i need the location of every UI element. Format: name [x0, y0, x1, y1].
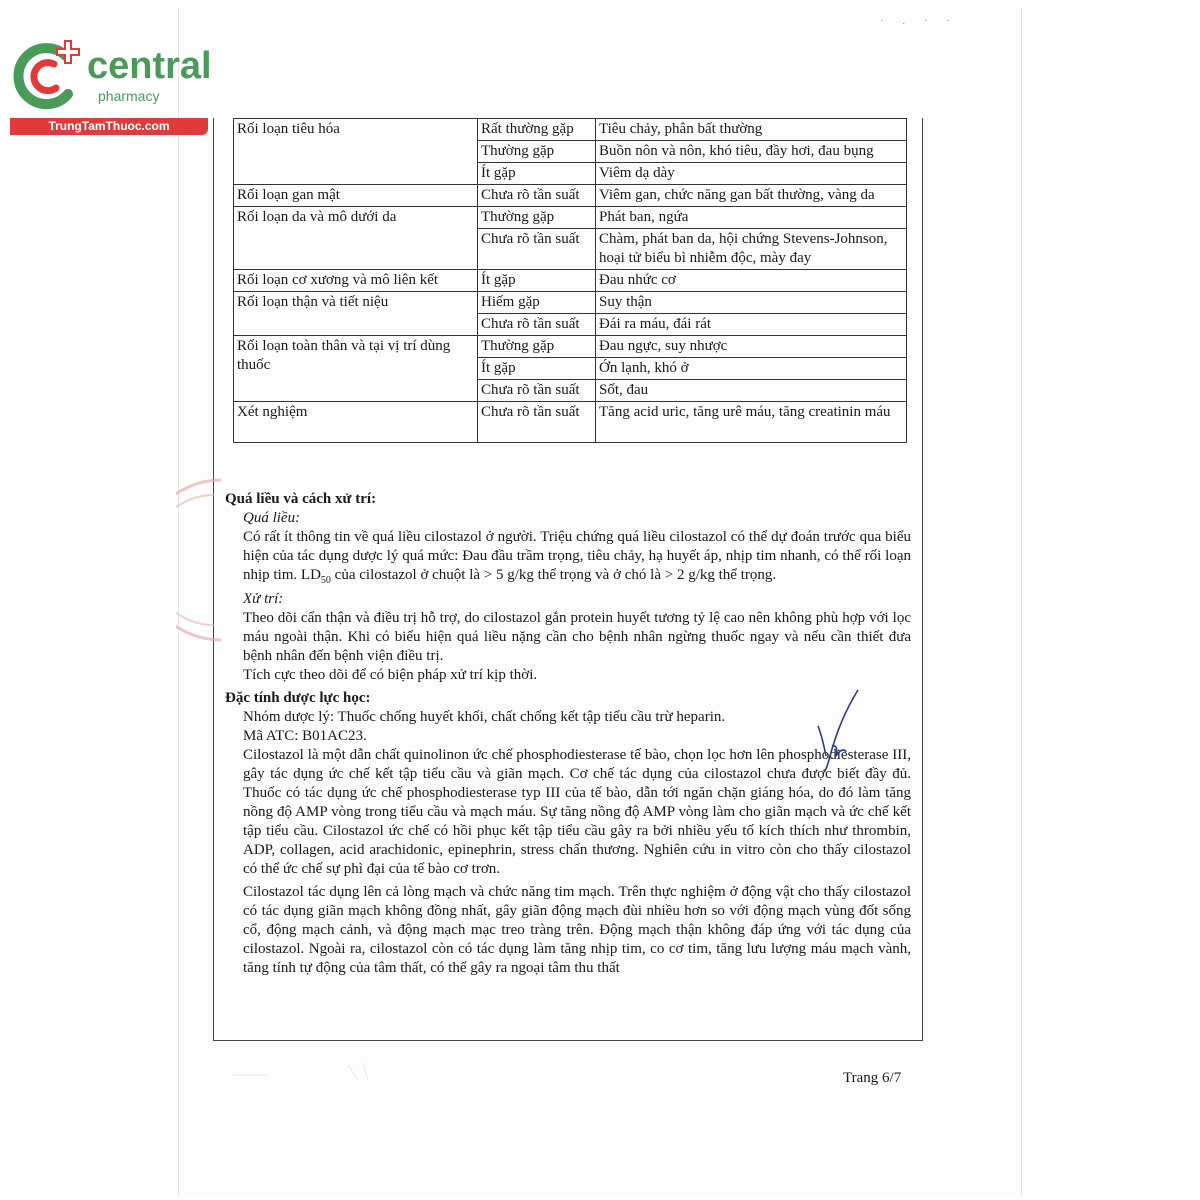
side-effects-table	[233, 118, 907, 443]
brand-subtitle: pharmacy	[98, 88, 160, 104]
treatment-followup: Tích cực theo dõi để có biện pháp xử trí kịp thời.	[243, 667, 538, 683]
table-row	[234, 185, 907, 207]
effect-cell: Tăng acid uric, tăng urê máu, tăng creatinin máu	[596, 402, 907, 443]
cardiovascular-paragraph: Cilostazol tác dụng lên cả lòng mạch và chức năng tim mạch. Trên thực nghiệm ở động vật cho thấy cilostazol có tác dụng giãn mạch không đồng nhất, gây giãn động mạch đùi nhiều hơn so với động mạch vùng đốt sống cổ, động mạch cảnh, và động mạch mạc treo tràng trên. Động mạch thận không đáp ứng với tác dụng của cilostazol. Ngoài ra, cilostazol còn có tác dụng làm tăng nhịp tim, co cơ tim, tăng lưu lượng máu mạch vành, tăng tính tự động của tâm thất, có thể gây ra ngoại tâm thu thất	[243, 884, 911, 976]
effect-cell: Sốt, đau	[596, 380, 907, 402]
mechanism-paragraph: Cilostazol là một dẫn chất quinolinon ức chế phosphodiesterase tế bào, chọn lọc hơn lên phosphodiesterase III, gây tác dụng ức chế kết tập tiểu cầu và giãn mạch. Cơ chế tác dụng của cilostazol chưa được biết đầy đủ. Thuốc có tác dụng ức chế phosphodiesterase typ III của tế bào, dẫn tới ngăn chặn giáng hóa, do đó làm tăng nồng độ AMP vòng trong tiểu cầu và mạch máu. Sự tăng nồng độ AMP vòng làm cho giãn mạch và ức chế kết tập tiểu cầu. Cilostazol ức chế có hồi phục kết tập tiểu cầu gây ra bởi nhiều yếu tố kích thích như thrombin, ADP, collagen, acid arachidonic, epinephrin, stress chấn thương. Nghiên cứu in vitro còn cho thấy cilostazol có thể ức chế sự phì đại của tế bào cơ trơn.	[243, 747, 911, 877]
page-number: Trang 6/7	[843, 1070, 902, 1086]
brand-name: central	[87, 45, 212, 87]
red-stamp-mark	[176, 470, 226, 650]
effect-cell: Suy thận	[596, 292, 907, 314]
effect-cell: Chàm, phát ban da, hội chứng Stevens-Johnson, hoại tử biểu bì nhiễm độc, mày đay	[596, 229, 907, 270]
frequency-cell: Rất thường gặp	[478, 119, 596, 141]
organ-cell: Rối loạn da và mô dưới da	[234, 207, 478, 270]
frequency-cell: Chưa rõ tần suất	[478, 314, 596, 336]
overdose-paragraph	[243, 528, 911, 590]
ld-subscript: 50	[320, 575, 331, 586]
frequency-cell: Hiếm gặp	[478, 292, 596, 314]
pharmacodynamics-heading: Đặc tính dược lực học:	[225, 690, 371, 706]
frequency-cell: Chưa rõ tần suất	[478, 229, 596, 270]
effect-cell: Viêm dạ dày	[596, 163, 907, 185]
organ-cell: Rối loạn toàn thân và tại vị trí dùng thuốc	[234, 336, 478, 402]
frequency-cell: Thường gặp	[478, 336, 596, 358]
organ-cell: Rối loạn tiêu hóa	[234, 119, 478, 185]
frequency-cell: Ít gặp	[478, 163, 596, 185]
effect-cell: Đau nhức cơ	[596, 270, 907, 292]
effect-cell: Đau ngực, suy nhược	[596, 336, 907, 358]
table-row	[234, 270, 907, 292]
atc-code: Mã ATC: B01AC23.	[243, 728, 367, 744]
frequency-cell: Thường gặp	[478, 207, 596, 229]
website-domain-link[interactable]: TrungTamThuoc.com	[10, 118, 208, 135]
organ-cell: Rối loạn thận và tiết niệu	[234, 292, 478, 336]
overdose-text-a: Có rất ít thông tin về quá liều cilostazol ở người. Triệu chứng quá liều cilostazol có thể dự đoán trước qua biểu hiện của tác dụng dược lý quá mức: Đau đầu trầm trọng, tiêu chảy, hạ huyết áp, nhịp tim nhanh, có thể rối loạn nhịp tim. LD	[243, 529, 911, 583]
treatment-subheading: Xử trí:	[243, 591, 284, 607]
table-row	[234, 292, 907, 314]
overdose-heading: Quá liều và cách xử trí:	[225, 491, 377, 507]
organ-cell: Rối loạn gan mật	[234, 185, 478, 207]
table-row	[234, 207, 907, 229]
organ-cell: Xét nghiệm	[234, 402, 478, 443]
frequency-cell: Chưa rõ tần suất	[478, 402, 596, 443]
overdose-text-b: của cilostazol ở chuột là > 5 g/kg thể trọng và ở chó là > 2 g/kg thể trọng.	[330, 567, 777, 583]
corner-marks: · . · ·	[880, 15, 958, 27]
treatment-paragraph: Theo dõi cẩn thận và điều trị hỗ trợ, do cilostazol gắn protein huyết tương tỷ lệ cao nên không phù hợp với lọc máu ngoài thận. Khi có biểu hiện quá liều nặng cần cho bệnh nhân ngừng thuốc ngay và nếu cần thiết đưa bệnh nhân đến bệnh viện điều trị.	[243, 610, 911, 664]
pharmacologic-group: Nhóm dược lý: Thuốc chống huyết khối, chất chống kết tập tiểu cầu trừ heparin.	[243, 709, 726, 725]
effect-cell: Phát ban, ngứa	[596, 207, 907, 229]
frequency-cell: Ít gặp	[478, 358, 596, 380]
overdose-subheading: Quá liều:	[243, 510, 301, 526]
effect-cell: Tiêu chảy, phân bất thường	[596, 119, 907, 141]
frequency-cell: Ít gặp	[478, 270, 596, 292]
effect-cell: Viêm gan, chức năng gan bất thường, vàng da	[596, 185, 907, 207]
table-row	[234, 119, 907, 141]
frequency-cell: Chưa rõ tần suất	[478, 380, 596, 402]
effect-cell: Buồn nôn và nôn, khó tiêu, đầy hơi, đau bụng	[596, 141, 907, 163]
effect-cell: Đái ra máu, đái rát	[596, 314, 907, 336]
signature-mark	[808, 686, 868, 776]
table-row	[234, 336, 907, 358]
logo-cross-icon	[10, 36, 90, 116]
frequency-cell: Chưa rõ tần suất	[478, 185, 596, 207]
faint-bleed-through	[228, 1055, 388, 1085]
effect-cell: Ớn lạnh, khó ở	[596, 358, 907, 380]
table-row	[234, 402, 907, 443]
frequency-cell: Thường gặp	[478, 141, 596, 163]
organ-cell: Rối loạn cơ xương và mô liên kết	[234, 270, 478, 292]
